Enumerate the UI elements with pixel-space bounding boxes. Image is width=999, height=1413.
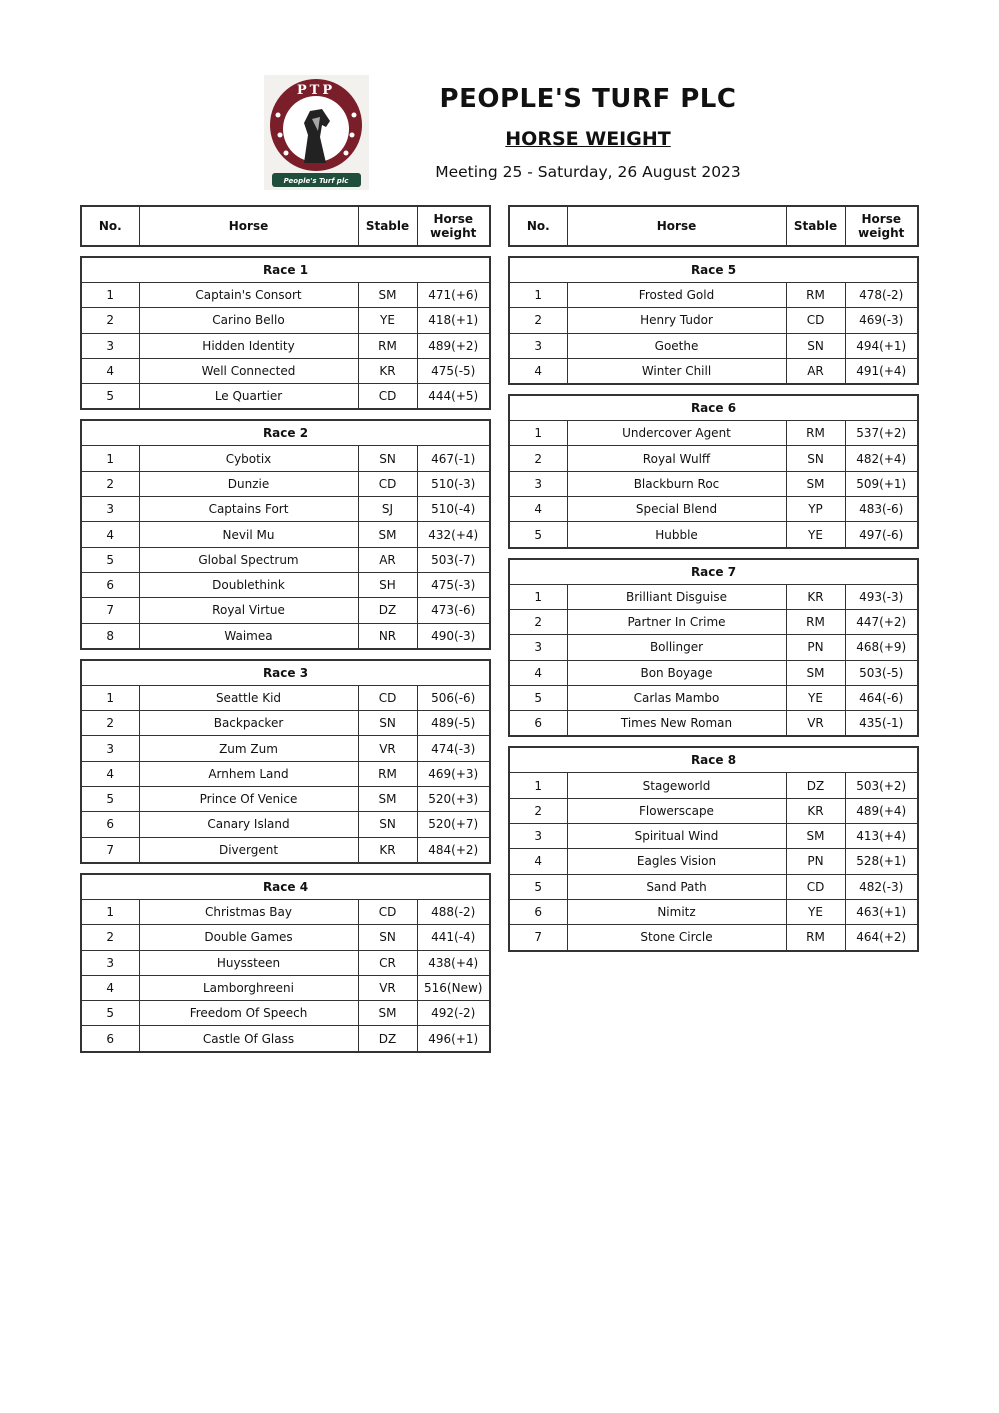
race-table xyxy=(508,256,919,385)
horse-name: Well Connected xyxy=(139,358,358,383)
table-row xyxy=(509,358,918,384)
horse-weight: 444(+5) xyxy=(417,384,490,410)
horse-number: 4 xyxy=(509,358,567,384)
horse-name: Cybotix xyxy=(139,446,358,471)
stable-code: RM xyxy=(786,925,845,951)
horse-weight: 464(-6) xyxy=(845,685,918,710)
stable-code: CD xyxy=(358,384,417,410)
table-row xyxy=(81,812,490,837)
logo-initials: PTP xyxy=(296,83,336,98)
stable-code: AR xyxy=(786,358,845,384)
stable-code: SN xyxy=(358,711,417,736)
horse-number: 4 xyxy=(509,497,567,522)
horse-number: 7 xyxy=(81,837,139,863)
horse-number: 5 xyxy=(81,547,139,572)
stable-code: RM xyxy=(358,761,417,786)
horse-weight: 475(-3) xyxy=(417,572,490,597)
table-row xyxy=(509,522,918,548)
header-weight: Horse weight xyxy=(417,206,490,246)
stable-code: RM xyxy=(786,421,845,446)
table-row xyxy=(509,660,918,685)
horse-number: 4 xyxy=(509,849,567,874)
race-title: Race 1 xyxy=(81,257,490,283)
race-table xyxy=(80,873,491,1053)
horse-name: Times New Roman xyxy=(567,711,786,737)
meeting-info: Meeting 25 - Saturday, 26 August 2023 xyxy=(435,163,741,181)
horse-number: 6 xyxy=(81,812,139,837)
stable-code: SN xyxy=(358,812,417,837)
stable-code: SM xyxy=(358,283,417,308)
table-row xyxy=(81,925,490,950)
horse-name: Royal Virtue xyxy=(139,598,358,623)
table-row xyxy=(509,685,918,710)
horse-weight: 492(-2) xyxy=(417,1001,490,1026)
stable-code: CD xyxy=(786,308,845,333)
stable-code: DZ xyxy=(786,773,845,798)
horse-name: Flowerscape xyxy=(567,798,786,823)
horse-number: 5 xyxy=(81,384,139,410)
horse-number: 6 xyxy=(81,1026,139,1052)
stable-code: SN xyxy=(786,333,845,358)
stable-code: SH xyxy=(358,572,417,597)
horse-weight: 438(+4) xyxy=(417,950,490,975)
horse-weight: 510(-4) xyxy=(417,497,490,522)
horse-name: Seattle Kid xyxy=(139,685,358,710)
horse-number: 1 xyxy=(81,685,139,710)
horse-number: 1 xyxy=(509,421,567,446)
header-horse: Horse xyxy=(139,206,358,246)
horse-weight: 493(-3) xyxy=(845,584,918,609)
stable-code: KR xyxy=(786,798,845,823)
horse-weight: 413(+4) xyxy=(845,824,918,849)
horse-weight: 506(-6) xyxy=(417,685,490,710)
horse-weight: 468(+9) xyxy=(845,635,918,660)
table-row xyxy=(81,384,490,410)
horse-number: 5 xyxy=(509,874,567,899)
horse-number: 2 xyxy=(509,308,567,333)
horse-number: 4 xyxy=(81,522,139,547)
horse-name: Zum Zum xyxy=(139,736,358,761)
horse-number: 3 xyxy=(509,635,567,660)
race-table xyxy=(508,558,919,738)
race-title: Race 6 xyxy=(509,395,918,421)
table-row xyxy=(509,471,918,496)
horse-number: 7 xyxy=(509,925,567,951)
left-column xyxy=(80,205,491,1062)
header-weight: Horse weight xyxy=(845,206,918,246)
stable-code: SM xyxy=(358,1001,417,1026)
table-row xyxy=(81,761,490,786)
table-row xyxy=(509,308,918,333)
column-header-left xyxy=(80,205,491,247)
stable-code: SM xyxy=(786,824,845,849)
table-row xyxy=(81,283,490,308)
horse-weight: 503(-7) xyxy=(417,547,490,572)
stable-code: YE xyxy=(786,685,845,710)
stable-code: KR xyxy=(358,358,417,383)
horse-number: 5 xyxy=(81,787,139,812)
horse-name: Frosted Gold xyxy=(567,283,786,308)
horse-weight: 509(+1) xyxy=(845,471,918,496)
table-row xyxy=(509,333,918,358)
horse-weight: 491(+4) xyxy=(845,358,918,384)
stable-code: SN xyxy=(786,446,845,471)
horse-weight: 475(-5) xyxy=(417,358,490,383)
stable-code: KR xyxy=(358,837,417,863)
horse-name: Dunzie xyxy=(139,471,358,496)
horse-weight: 484(+2) xyxy=(417,837,490,863)
race-table xyxy=(508,394,919,548)
header-no: No. xyxy=(81,206,139,246)
table-row xyxy=(81,711,490,736)
horse-weight: 488(-2) xyxy=(417,899,490,924)
horse-name: Lamborghreeni xyxy=(139,975,358,1000)
table-row xyxy=(81,572,490,597)
horse-name: Backpacker xyxy=(139,711,358,736)
table-row xyxy=(81,899,490,924)
race-table xyxy=(80,419,491,649)
horse-weight: 510(-3) xyxy=(417,471,490,496)
stable-code: SN xyxy=(358,925,417,950)
left-races xyxy=(80,256,491,1053)
horse-weight: 432(+4) xyxy=(417,522,490,547)
horse-number: 6 xyxy=(509,899,567,924)
horse-number: 4 xyxy=(81,975,139,1000)
horse-weight: 483(-6) xyxy=(845,497,918,522)
horse-weight: 520(+3) xyxy=(417,787,490,812)
race-title: Race 7 xyxy=(509,559,918,585)
stable-code: SM xyxy=(358,522,417,547)
race-title: Race 2 xyxy=(81,420,490,446)
table-row xyxy=(509,925,918,951)
stable-code: RM xyxy=(786,283,845,308)
horse-number: 2 xyxy=(509,446,567,471)
horse-number: 6 xyxy=(509,711,567,737)
horse-weight: 441(-4) xyxy=(417,925,490,950)
horse-name: Le Quartier xyxy=(139,384,358,410)
horse-name: Nimitz xyxy=(567,899,786,924)
table-row xyxy=(81,446,490,471)
horse-weight: 464(+2) xyxy=(845,925,918,951)
table-row xyxy=(81,1001,490,1026)
horse-name: Eagles Vision xyxy=(567,849,786,874)
horse-weight: 494(+1) xyxy=(845,333,918,358)
horse-name: Divergent xyxy=(139,837,358,863)
horse-number: 3 xyxy=(509,824,567,849)
stable-code: CD xyxy=(358,899,417,924)
horse-name: Castle Of Glass xyxy=(139,1026,358,1052)
horse-weight: 482(-3) xyxy=(845,874,918,899)
table-row xyxy=(509,283,918,308)
horse-number: 2 xyxy=(81,471,139,496)
horse-weight: 520(+7) xyxy=(417,812,490,837)
table-row xyxy=(509,635,918,660)
horse-name: Canary Island xyxy=(139,812,358,837)
horse-number: 1 xyxy=(81,283,139,308)
horse-weight: 503(+2) xyxy=(845,773,918,798)
horse-weight: 528(+1) xyxy=(845,849,918,874)
stable-code: YP xyxy=(786,497,845,522)
horse-weight: 471(+6) xyxy=(417,283,490,308)
horse-number: 2 xyxy=(81,925,139,950)
table-row xyxy=(81,547,490,572)
horse-weight: 469(+3) xyxy=(417,761,490,786)
horse-number: 1 xyxy=(81,899,139,924)
company-name: PEOPLE'S TURF PLC xyxy=(439,84,737,114)
horse-name: Brilliant Disguise xyxy=(567,584,786,609)
race-title: Race 4 xyxy=(81,874,490,900)
horse-weight: 490(-3) xyxy=(417,623,490,649)
horse-name: Goethe xyxy=(567,333,786,358)
horse-weight: 489(+2) xyxy=(417,333,490,358)
horse-number: 2 xyxy=(509,609,567,634)
stable-code: CD xyxy=(358,685,417,710)
table-row xyxy=(509,824,918,849)
horse-name: Double Games xyxy=(139,925,358,950)
race-table xyxy=(80,659,491,864)
horse-number: 3 xyxy=(81,950,139,975)
table-row xyxy=(81,308,490,333)
table-row xyxy=(81,623,490,649)
horse-weight: 435(-1) xyxy=(845,711,918,737)
stable-code: PN xyxy=(786,849,845,874)
horse-name: Captains Fort xyxy=(139,497,358,522)
horse-number: 4 xyxy=(81,761,139,786)
horse-number: 3 xyxy=(509,333,567,358)
logo-banner: People's Turf plc xyxy=(283,177,349,185)
horse-number: 3 xyxy=(509,471,567,496)
table-row xyxy=(509,497,918,522)
horse-number: 1 xyxy=(509,584,567,609)
table-row xyxy=(81,736,490,761)
stable-code: YE xyxy=(786,899,845,924)
stable-code: KR xyxy=(786,584,845,609)
table-row xyxy=(509,849,918,874)
horse-number: 4 xyxy=(81,358,139,383)
horse-name: Bollinger xyxy=(567,635,786,660)
horse-name: Partner In Crime xyxy=(567,609,786,634)
horse-name: Stone Circle xyxy=(567,925,786,951)
horse-number: 2 xyxy=(81,711,139,736)
horse-number: 7 xyxy=(81,598,139,623)
table-row xyxy=(81,1026,490,1052)
race-title: Race 8 xyxy=(509,747,918,773)
horse-name: Special Blend xyxy=(567,497,786,522)
horse-weight: 516(New) xyxy=(417,975,490,1000)
stable-code: RM xyxy=(358,333,417,358)
company-logo xyxy=(264,75,369,190)
stable-code: SN xyxy=(358,446,417,471)
horse-number: 2 xyxy=(81,308,139,333)
horse-number: 8 xyxy=(81,623,139,649)
stable-code: RM xyxy=(786,609,845,634)
stable-code: SJ xyxy=(358,497,417,522)
horse-name: Spiritual Wind xyxy=(567,824,786,849)
horse-name: Hubble xyxy=(567,522,786,548)
table-row xyxy=(509,798,918,823)
horse-weight: 447(+2) xyxy=(845,609,918,634)
horse-weight: 537(+2) xyxy=(845,421,918,446)
horse-name: Waimea xyxy=(139,623,358,649)
horse-name: Global Spectrum xyxy=(139,547,358,572)
right-column xyxy=(508,205,919,961)
horse-weight: 489(+4) xyxy=(845,798,918,823)
horse-name: Captain's Consort xyxy=(139,283,358,308)
horse-number: 1 xyxy=(81,446,139,471)
stable-code: CD xyxy=(358,471,417,496)
horse-name: Sand Path xyxy=(567,874,786,899)
horse-weight: 463(+1) xyxy=(845,899,918,924)
race-table xyxy=(508,746,919,951)
horse-number: 5 xyxy=(509,685,567,710)
horse-name: Henry Tudor xyxy=(567,308,786,333)
horse-weight: 489(-5) xyxy=(417,711,490,736)
horse-number: 4 xyxy=(509,660,567,685)
race-title: Race 5 xyxy=(509,257,918,283)
horse-weight: 418(+1) xyxy=(417,308,490,333)
table-row xyxy=(81,598,490,623)
horse-name: Arnhem Land xyxy=(139,761,358,786)
header-stable: Stable xyxy=(358,206,417,246)
table-row xyxy=(81,497,490,522)
table-row xyxy=(509,711,918,737)
horse-number: 3 xyxy=(81,333,139,358)
horse-name: Christmas Bay xyxy=(139,899,358,924)
horse-name: Freedom Of Speech xyxy=(139,1001,358,1026)
race-title: Race 3 xyxy=(81,660,490,686)
table-row xyxy=(81,837,490,863)
stable-code: YE xyxy=(358,308,417,333)
table-row xyxy=(509,773,918,798)
horse-weight: 503(-5) xyxy=(845,660,918,685)
horse-name: Hidden Identity xyxy=(139,333,358,358)
horse-weight: 473(-6) xyxy=(417,598,490,623)
table-row xyxy=(81,358,490,383)
header-stable: Stable xyxy=(786,206,845,246)
stable-code: VR xyxy=(358,736,417,761)
horse-number: 5 xyxy=(81,1001,139,1026)
table-row xyxy=(509,421,918,446)
stable-code: YE xyxy=(786,522,845,548)
horse-weight: 497(-6) xyxy=(845,522,918,548)
stable-code: PN xyxy=(786,635,845,660)
horse-name: Doublethink xyxy=(139,572,358,597)
stable-code: DZ xyxy=(358,598,417,623)
horse-weight: 474(-3) xyxy=(417,736,490,761)
horse-name: Stageworld xyxy=(567,773,786,798)
horse-name: Undercover Agent xyxy=(567,421,786,446)
header-no: No. xyxy=(509,206,567,246)
race-table xyxy=(80,256,491,410)
horse-weight: 496(+1) xyxy=(417,1026,490,1052)
horse-name: Carino Bello xyxy=(139,308,358,333)
header-horse: Horse xyxy=(567,206,786,246)
horse-name: Huyssteen xyxy=(139,950,358,975)
horse-name: Royal Wulff xyxy=(567,446,786,471)
table-row xyxy=(509,446,918,471)
document-title: HORSE WEIGHT xyxy=(505,128,671,150)
stable-code: SM xyxy=(786,471,845,496)
logo-est: EST. 2022 xyxy=(303,101,329,107)
horse-name: Winter Chill xyxy=(567,358,786,384)
stable-code: SM xyxy=(786,660,845,685)
table-row xyxy=(81,787,490,812)
horse-weight: 482(+4) xyxy=(845,446,918,471)
horse-weight: 469(-3) xyxy=(845,308,918,333)
horse-number: 1 xyxy=(509,773,567,798)
table-row xyxy=(81,975,490,1000)
table-row xyxy=(81,471,490,496)
stable-code: CR xyxy=(358,950,417,975)
horse-number: 3 xyxy=(81,736,139,761)
table-row xyxy=(81,685,490,710)
horse-name: Carlas Mambo xyxy=(567,685,786,710)
stable-code: DZ xyxy=(358,1026,417,1052)
stable-code: VR xyxy=(358,975,417,1000)
horse-number: 3 xyxy=(81,497,139,522)
table-row xyxy=(81,522,490,547)
horse-name: Bon Boyage xyxy=(567,660,786,685)
right-races xyxy=(508,256,919,952)
horse-number: 1 xyxy=(509,283,567,308)
stable-code: VR xyxy=(786,711,845,737)
table-row xyxy=(81,333,490,358)
stable-code: AR xyxy=(358,547,417,572)
horse-name: Nevil Mu xyxy=(139,522,358,547)
table-row xyxy=(509,874,918,899)
table-row xyxy=(509,609,918,634)
column-header-right xyxy=(508,205,919,247)
stable-code: CD xyxy=(786,874,845,899)
stable-code: NR xyxy=(358,623,417,649)
table-row xyxy=(81,950,490,975)
table-row xyxy=(509,584,918,609)
horse-number: 5 xyxy=(509,522,567,548)
stable-code: SM xyxy=(358,787,417,812)
horse-name: Prince Of Venice xyxy=(139,787,358,812)
table-row xyxy=(509,899,918,924)
horse-number: 2 xyxy=(509,798,567,823)
horse-number: 6 xyxy=(81,572,139,597)
horse-name: Blackburn Roc xyxy=(567,471,786,496)
horse-weight: 467(-1) xyxy=(417,446,490,471)
horse-weight: 478(-2) xyxy=(845,283,918,308)
